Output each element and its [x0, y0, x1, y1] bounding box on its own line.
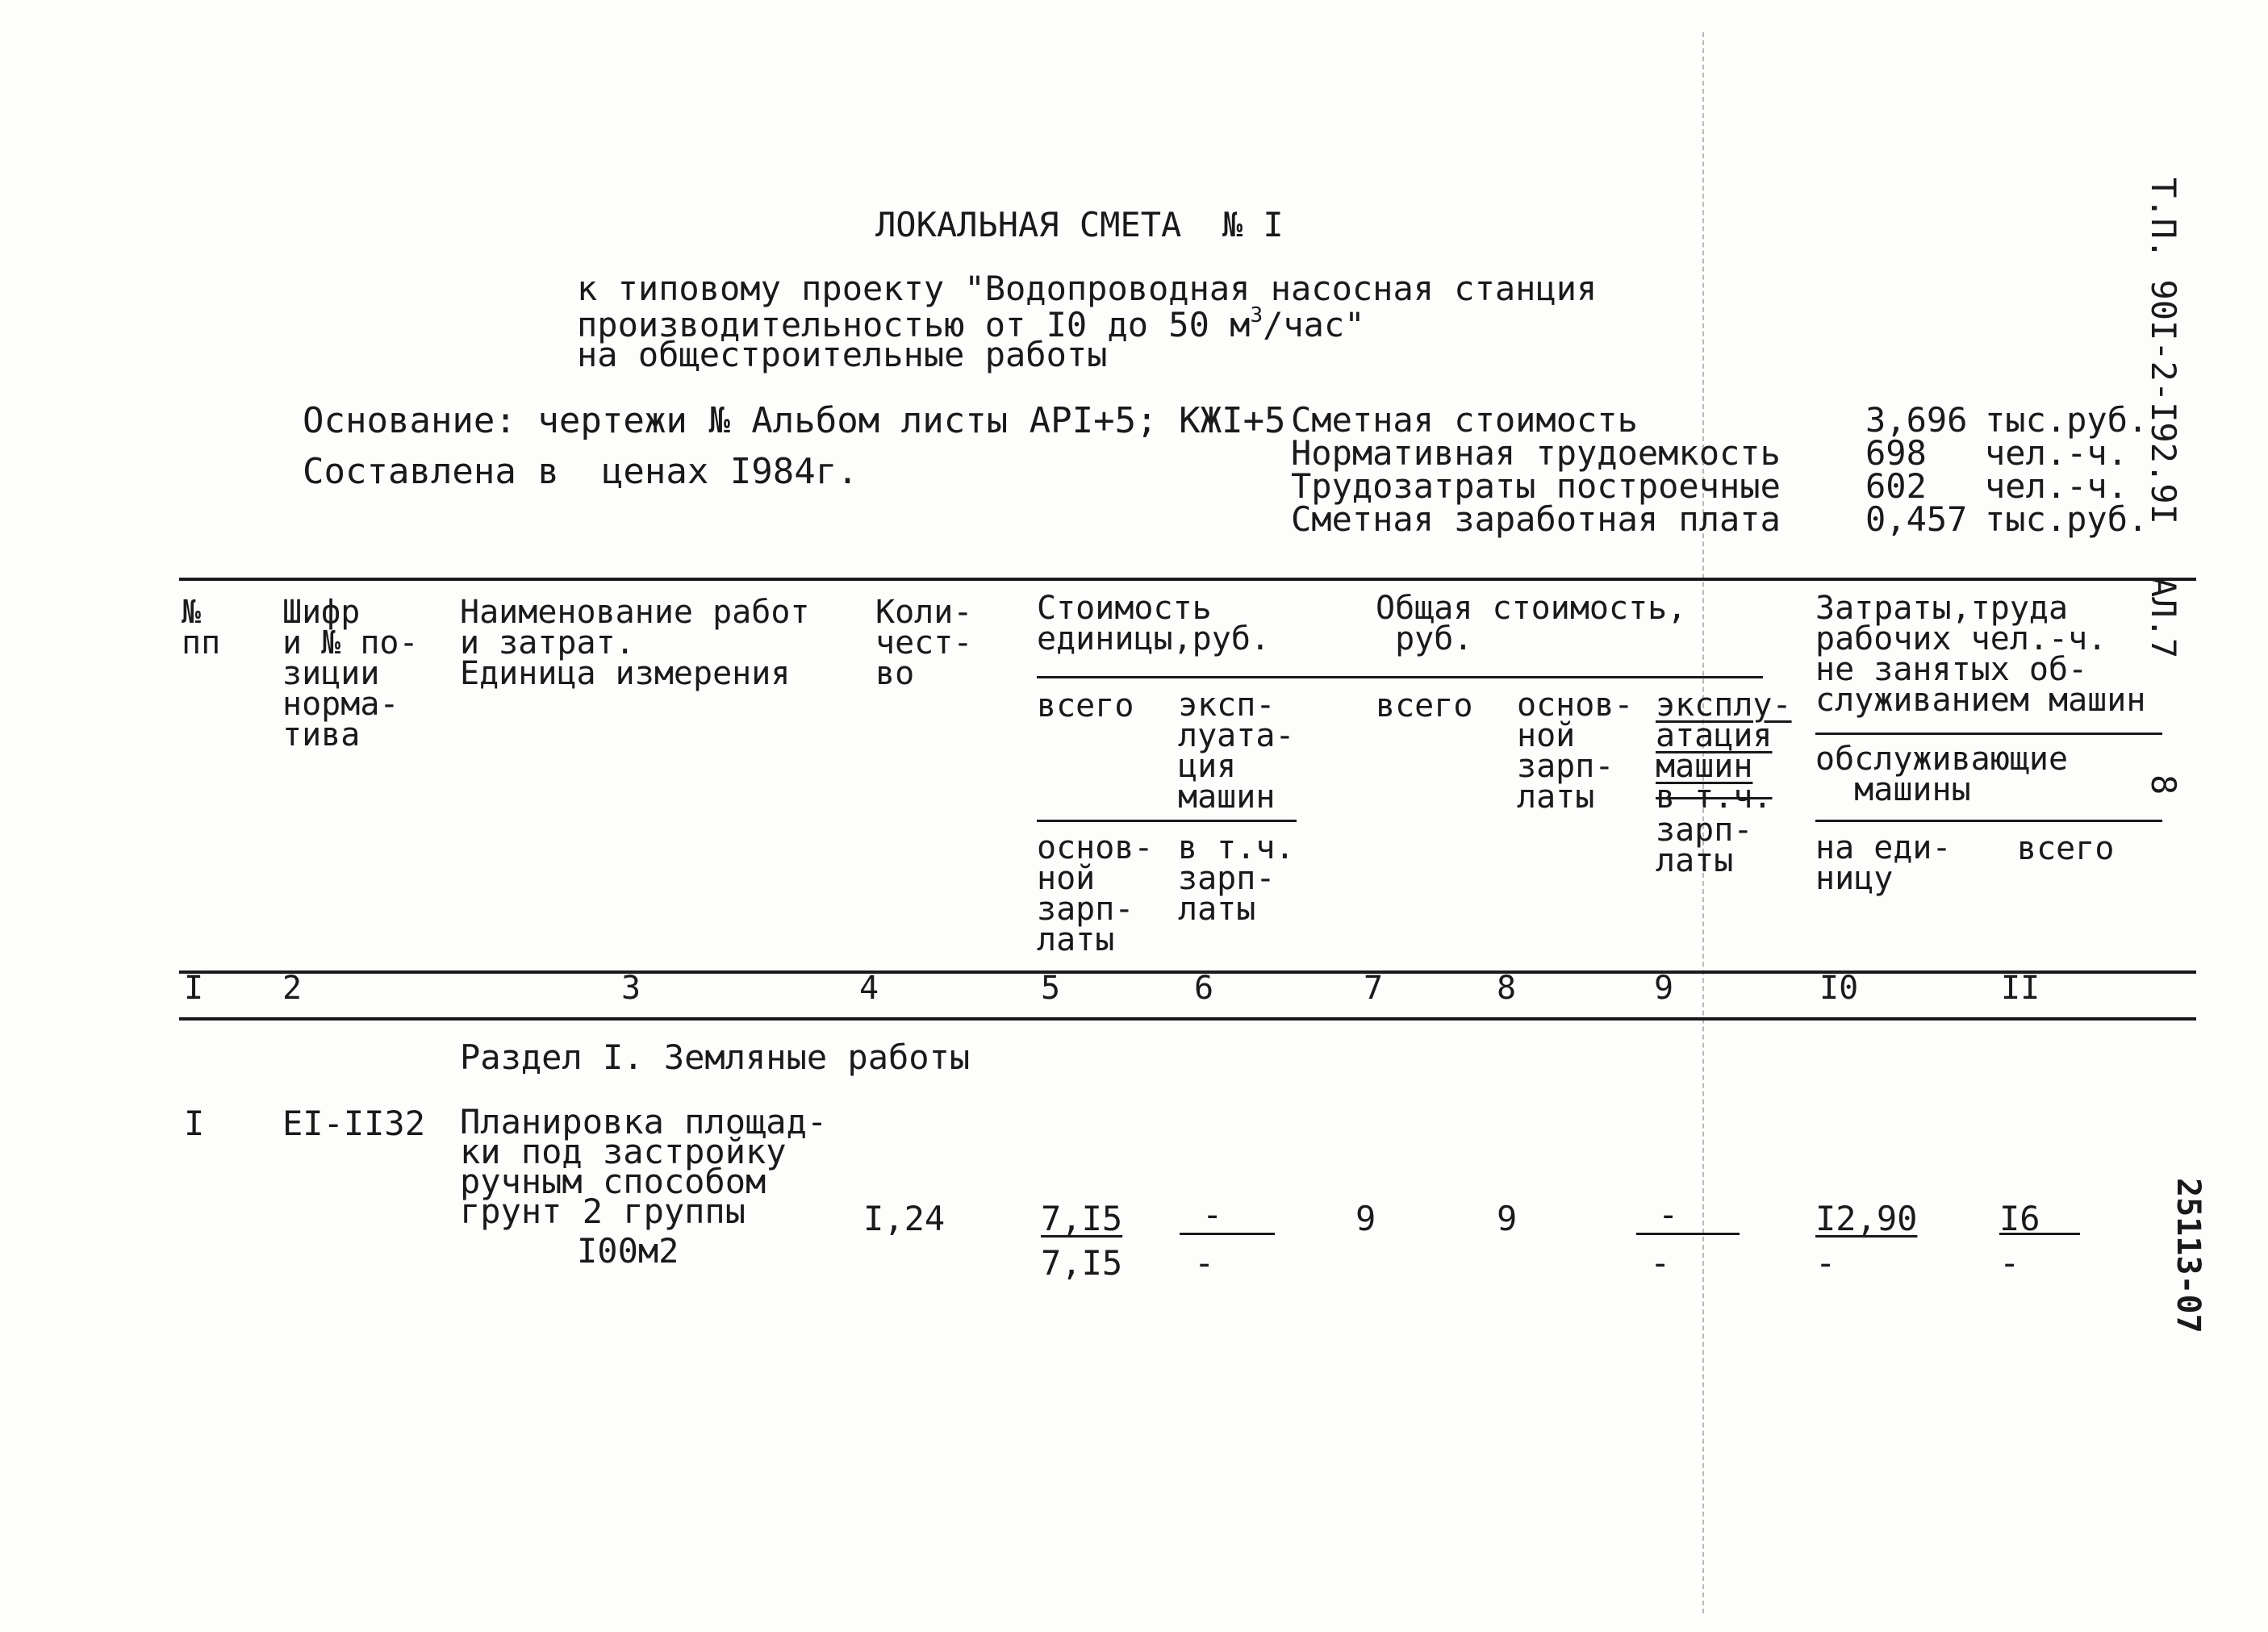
project-code-margin: Т.П. 90I-2-I92.9I [2144, 177, 2183, 524]
row-number: I [184, 1104, 205, 1143]
row-labor-total-machines: - [1999, 1243, 2020, 1283]
column-number-rule [179, 1017, 2196, 1021]
row-name: Планировка площад- ки под застройку ручным способом грунт 2 группы [460, 1102, 828, 1231]
col-8-header: основ- ной зарп- латы [1517, 687, 1634, 816]
row-unit-cost-total: 7,I5 [1041, 1199, 1123, 1238]
col-5-top-header: всего [1037, 687, 1134, 724]
col-9-bottom-header: зарп- латы [1656, 812, 1753, 879]
album-margin: АЛ.7 [2144, 577, 2183, 659]
unit-cost-group-header: Стоимость единицы,руб. [1037, 590, 1270, 657]
summary-unit: чел.-ч. [1985, 433, 2128, 473]
col-number: 8 [1497, 970, 1517, 1007]
summary-value: 698 [1865, 433, 1927, 473]
unit-cost-split-rule [1037, 820, 1297, 822]
header-top-rule [179, 578, 2196, 581]
header-bottom-rule [179, 970, 2196, 974]
col-name-header: Наименование работ и затрат. Единица измерения [460, 594, 810, 692]
col-11-header: всего [2017, 830, 2115, 867]
row-total-machine-cost: - [1658, 1195, 1679, 1234]
col-6-top-header: эксп- луата- ция машин [1178, 687, 1295, 816]
labor-rule-2 [1815, 820, 2162, 822]
summary-unit: чел.-ч. [1985, 466, 2128, 506]
col-9-mid-text: в т.ч. [1656, 778, 1773, 816]
prices-line: Составлена в ценах I984г. [303, 451, 858, 492]
col-number: I0 [1819, 970, 1859, 1007]
labor-group-header: Затраты,труда рабочих чел.-ч. не занятых об- служиванием машин [1815, 590, 2146, 719]
row-total-wage: 9 [1497, 1199, 1518, 1238]
col-number: 3 [621, 970, 641, 1007]
labor-machines-header: обслуживающие машины [1815, 741, 2069, 808]
page-number-margin: 8 [2144, 774, 2183, 795]
cost-group-rule [1037, 676, 1763, 678]
summary-value: 602 [1865, 466, 1927, 506]
summary-label: Нормативная трудоемкость [1291, 433, 1781, 473]
summary-unit: тыс.руб. [1985, 499, 2149, 539]
col-number: 4 [859, 970, 879, 1007]
basis-line: Основание: чертежи № Альбом листы API+5; КЖI+5 [303, 400, 1286, 441]
row-total-cost: 9 [1355, 1199, 1376, 1238]
summary-label: Сметная заработная плата [1291, 499, 1781, 539]
project-line-1: к типовому проекту "Водопроводная насосная станция [577, 269, 1598, 308]
document-title: ЛОКАЛЬНАЯ СМЕТА № I [875, 205, 1284, 244]
row-labor-per-unit-machines: - [1815, 1243, 1836, 1283]
col-number: 9 [1654, 970, 1674, 1007]
col-number: II [2001, 970, 2040, 1007]
col-number: 7 [1364, 970, 1384, 1007]
row-total-machine-wage: - [1650, 1243, 1671, 1283]
row-6-rule [1180, 1233, 1275, 1235]
row-labor-total: I6 [1999, 1199, 2040, 1238]
col-number: 5 [1041, 970, 1061, 1007]
row-code: EI-II32 [282, 1104, 426, 1143]
row-unit-cost-wage: 7,I5 [1041, 1243, 1123, 1283]
labor-rule-1 [1815, 733, 2162, 735]
inventory-code-margin: 25113-07 [2170, 1178, 2207, 1334]
col-number: 2 [282, 970, 303, 1007]
col-number: I [184, 970, 204, 1007]
col-7-header: всего [1376, 687, 1473, 724]
summary-value: 3,696 [1865, 400, 1968, 440]
project-line-2: производительностью от I0 до 50 $м^3$/час" [577, 303, 1365, 344]
col-6-bottom-header: в т.ч. зарп- латы [1178, 829, 1295, 928]
col-9-mid-header [1656, 778, 1773, 816]
col-qty-header: Коли- чест- во [875, 594, 973, 692]
row-9-rule [1636, 1233, 1740, 1235]
row-unit-machine-cost: - [1202, 1195, 1223, 1234]
section-title: Раздел I. Земляные работы [460, 1037, 971, 1077]
row-unit: I00м2 [577, 1231, 679, 1271]
summary-label: Сметная стоимость [1291, 400, 1638, 440]
col-9-top-header: эксплу- атация машин [1656, 687, 1792, 785]
row-qty: I,24 [863, 1199, 946, 1238]
col-5-bottom-header: основ- ной зарп- латы [1037, 829, 1154, 958]
col-num-header: № пп [182, 594, 221, 662]
col-number: 6 [1194, 970, 1214, 1007]
summary-value: 0,457 [1865, 499, 1968, 539]
summary-label: Трудозатраты построечные [1291, 466, 1781, 506]
row-unit-machine-wage: - [1194, 1243, 1215, 1283]
col-10-header: на еди- ницу [1815, 829, 1952, 897]
summary-unit: тыс.руб. [1985, 400, 2149, 440]
project-line-3: на общестроительные работы [577, 335, 1108, 374]
col-code-header: Шифр и № по- зиции норма- тива [282, 594, 419, 753]
total-cost-group-header: Общая стоимость, руб. [1376, 590, 1687, 657]
row-11-rule [1999, 1233, 2080, 1235]
row-labor-per-unit: I2,90 [1815, 1199, 1918, 1238]
